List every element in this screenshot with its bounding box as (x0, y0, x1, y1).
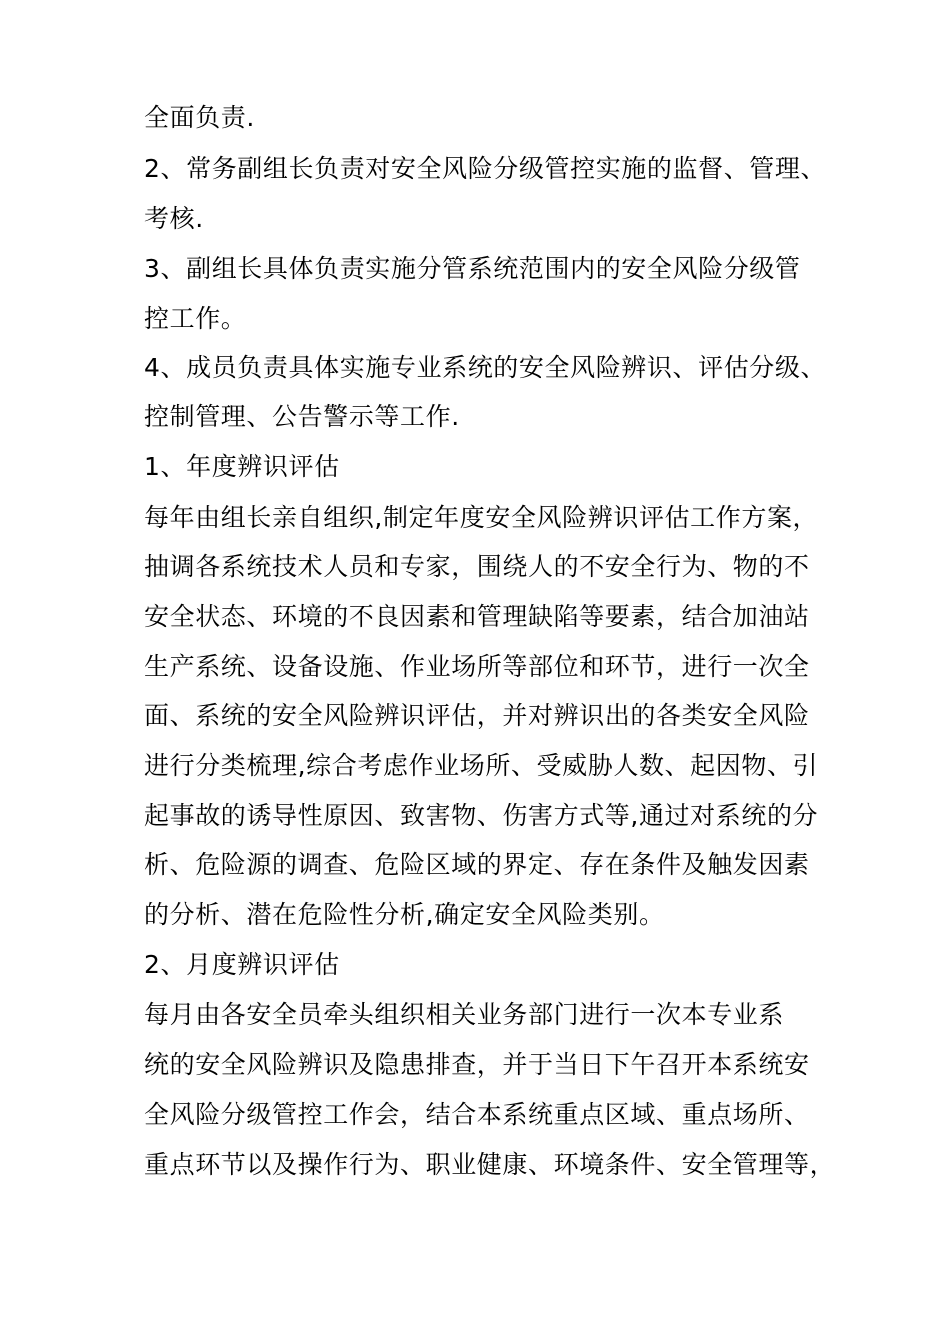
text-line: 2、常务副组长负责对安全风险分级管控实施的监督、管理、 (144, 154, 827, 183)
text-line: 生产系统、设备设施、作业场所等部位和环节，进行一次全 (144, 652, 810, 681)
text-line: 考核. (144, 204, 204, 233)
text-line: 3、副组长具体负责实施分管系统范围内的安全风险分级管 (144, 254, 801, 283)
text-line: 析、危险源的调查、危险区域的界定、存在条件及触发因素 (144, 850, 810, 879)
text-line: 统的安全风险辨识及隐患排查，并于当日下午召开本系统安 (144, 1050, 810, 1079)
text-line: 全面负责. (144, 103, 255, 132)
text-line: 控工作。 (144, 304, 247, 333)
text-line: 面、系统的安全风险辨识评估，并对辨识出的各类安全风险 (144, 701, 810, 730)
section-heading: 2、月度辨识评估 (144, 950, 340, 979)
text-line: 4、成员负责具体实施专业系统的安全风险辨识、评估分级、 (144, 353, 827, 382)
section-heading: 1、年度辨识评估 (144, 452, 340, 481)
text-line: 每年由组长亲自组织,制定年度安全风险辨识评估工作方案， (144, 503, 819, 532)
text-line: 安全状态、环境的不良因素和管理缺陷等要素，结合加油站 (144, 602, 810, 631)
text-line: 全风险分级管控工作会，结合本系统重点区域、重点场所、 (144, 1100, 810, 1129)
text-line: 重点环节以及操作行为、职业健康、环境条件、安全管理等， (144, 1150, 836, 1179)
text-line: 进行分类梳理,综合考虑作业场所、受威胁人数、起因物、引 (144, 751, 819, 780)
text-line: 的分析、潜在危险性分析,确定安全风险类别。 (144, 900, 665, 929)
text-line: 每月由各安全员牵头组织相关业务部门进行一次本专业系 (144, 1000, 785, 1029)
text-line: 起事故的诱导性原因、致害物、伤害方式等,通过对系统的分 (144, 801, 819, 830)
text-line: 抽调各系统技术人员和专家，围绕人的不安全行为、物的不 (144, 552, 810, 581)
text-line: 控制管理、公告警示等工作. (144, 402, 460, 431)
